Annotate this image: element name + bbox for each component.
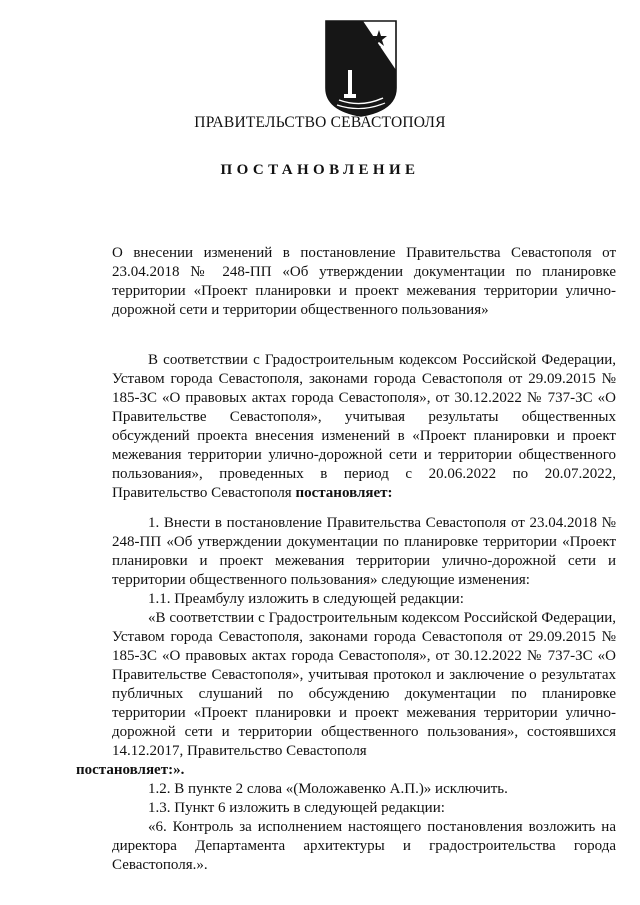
preamble-text: В соответствии с Градостроительным кодексом Российской Федерации, Уставом города Севастополя, законами города Севастополя от 29.09.2015 № 185-ЗС «О правовых актах города Севастополя», от 30.12.2022 № 737-ЗС «О Правительстве Севастополя», учитывая результаты общественных обсуждений проекта внесения изменений в «Проект планировки и проект межевания территории улично-дорожной сети и территории общественного пользования», проведенных в период с 20.06.2022 по 20.07.2022, Правительство Севастополя	[112, 352, 616, 501]
quoted-preamble-text: «В соответствии с Градостроительным кодексом Российской Федерации, Уставом города Севастополя, законами города Севастополя от 29.09.2015 № 185-ЗС «О правовых актах города Севастополя», от 30.12.2022 № 737-ЗС «О Правительстве Севастополя», учитывая протокол и заключение о результатах публичных слушаний по обсуждению документации по планировке территории «Проект планировки и проект межевания территории улично-дорожной сети и территории общественного пользования», состоявшихся 14.12.2017, Правительство Севастополя	[112, 610, 616, 759]
organization-name: ПРАВИТЕЛЬСТВО СЕВАСТОПОЛЯ	[194, 114, 446, 131]
item-1-3: 1.3. Пункт 6 изложить в следующей редакции:	[148, 800, 445, 816]
document-type-heading: ПОСТАНОВЛЕНИЕ	[220, 162, 420, 178]
sevastopol-coat-of-arms-emblem	[323, 18, 399, 118]
decision-word: постановляет:	[295, 485, 393, 501]
quoted-decision-word: постановляет:».	[76, 762, 185, 778]
quoted-item-6: «6. Контроль за исполнением настоящего постановления возложить на директора Департамента архитектуры и градостроительства города Севастополя.».	[112, 819, 616, 873]
document-body	[76, 514, 616, 875]
document-subject: О внесении изменений в постановление Правительства Севастополя от 23.04.2018 № 248-ПП «Об утверждении документации по планировке территории «Проект планировки и проект межевания территории улично-дорожной сети и территории общественного пользования»	[112, 245, 616, 318]
quoted-preamble	[76, 609, 616, 780]
preamble-paragraph	[112, 351, 616, 503]
item-1: 1. Внести в постановление Правительства Севастополя от 23.04.2018 № 248-ПП «Об утверждении документации по планировке территории «Проект планировки и проект межевания территории улично-дорожной сети и территории общественного пользования» следующие изменения:	[112, 515, 616, 588]
item-1-2: 1.2. В пункте 2 слова «(Моложавенко А.П.)» исключить.	[148, 781, 508, 797]
item-1-1: 1.1. Преамбулу изложить в следующей редакции:	[148, 591, 464, 607]
